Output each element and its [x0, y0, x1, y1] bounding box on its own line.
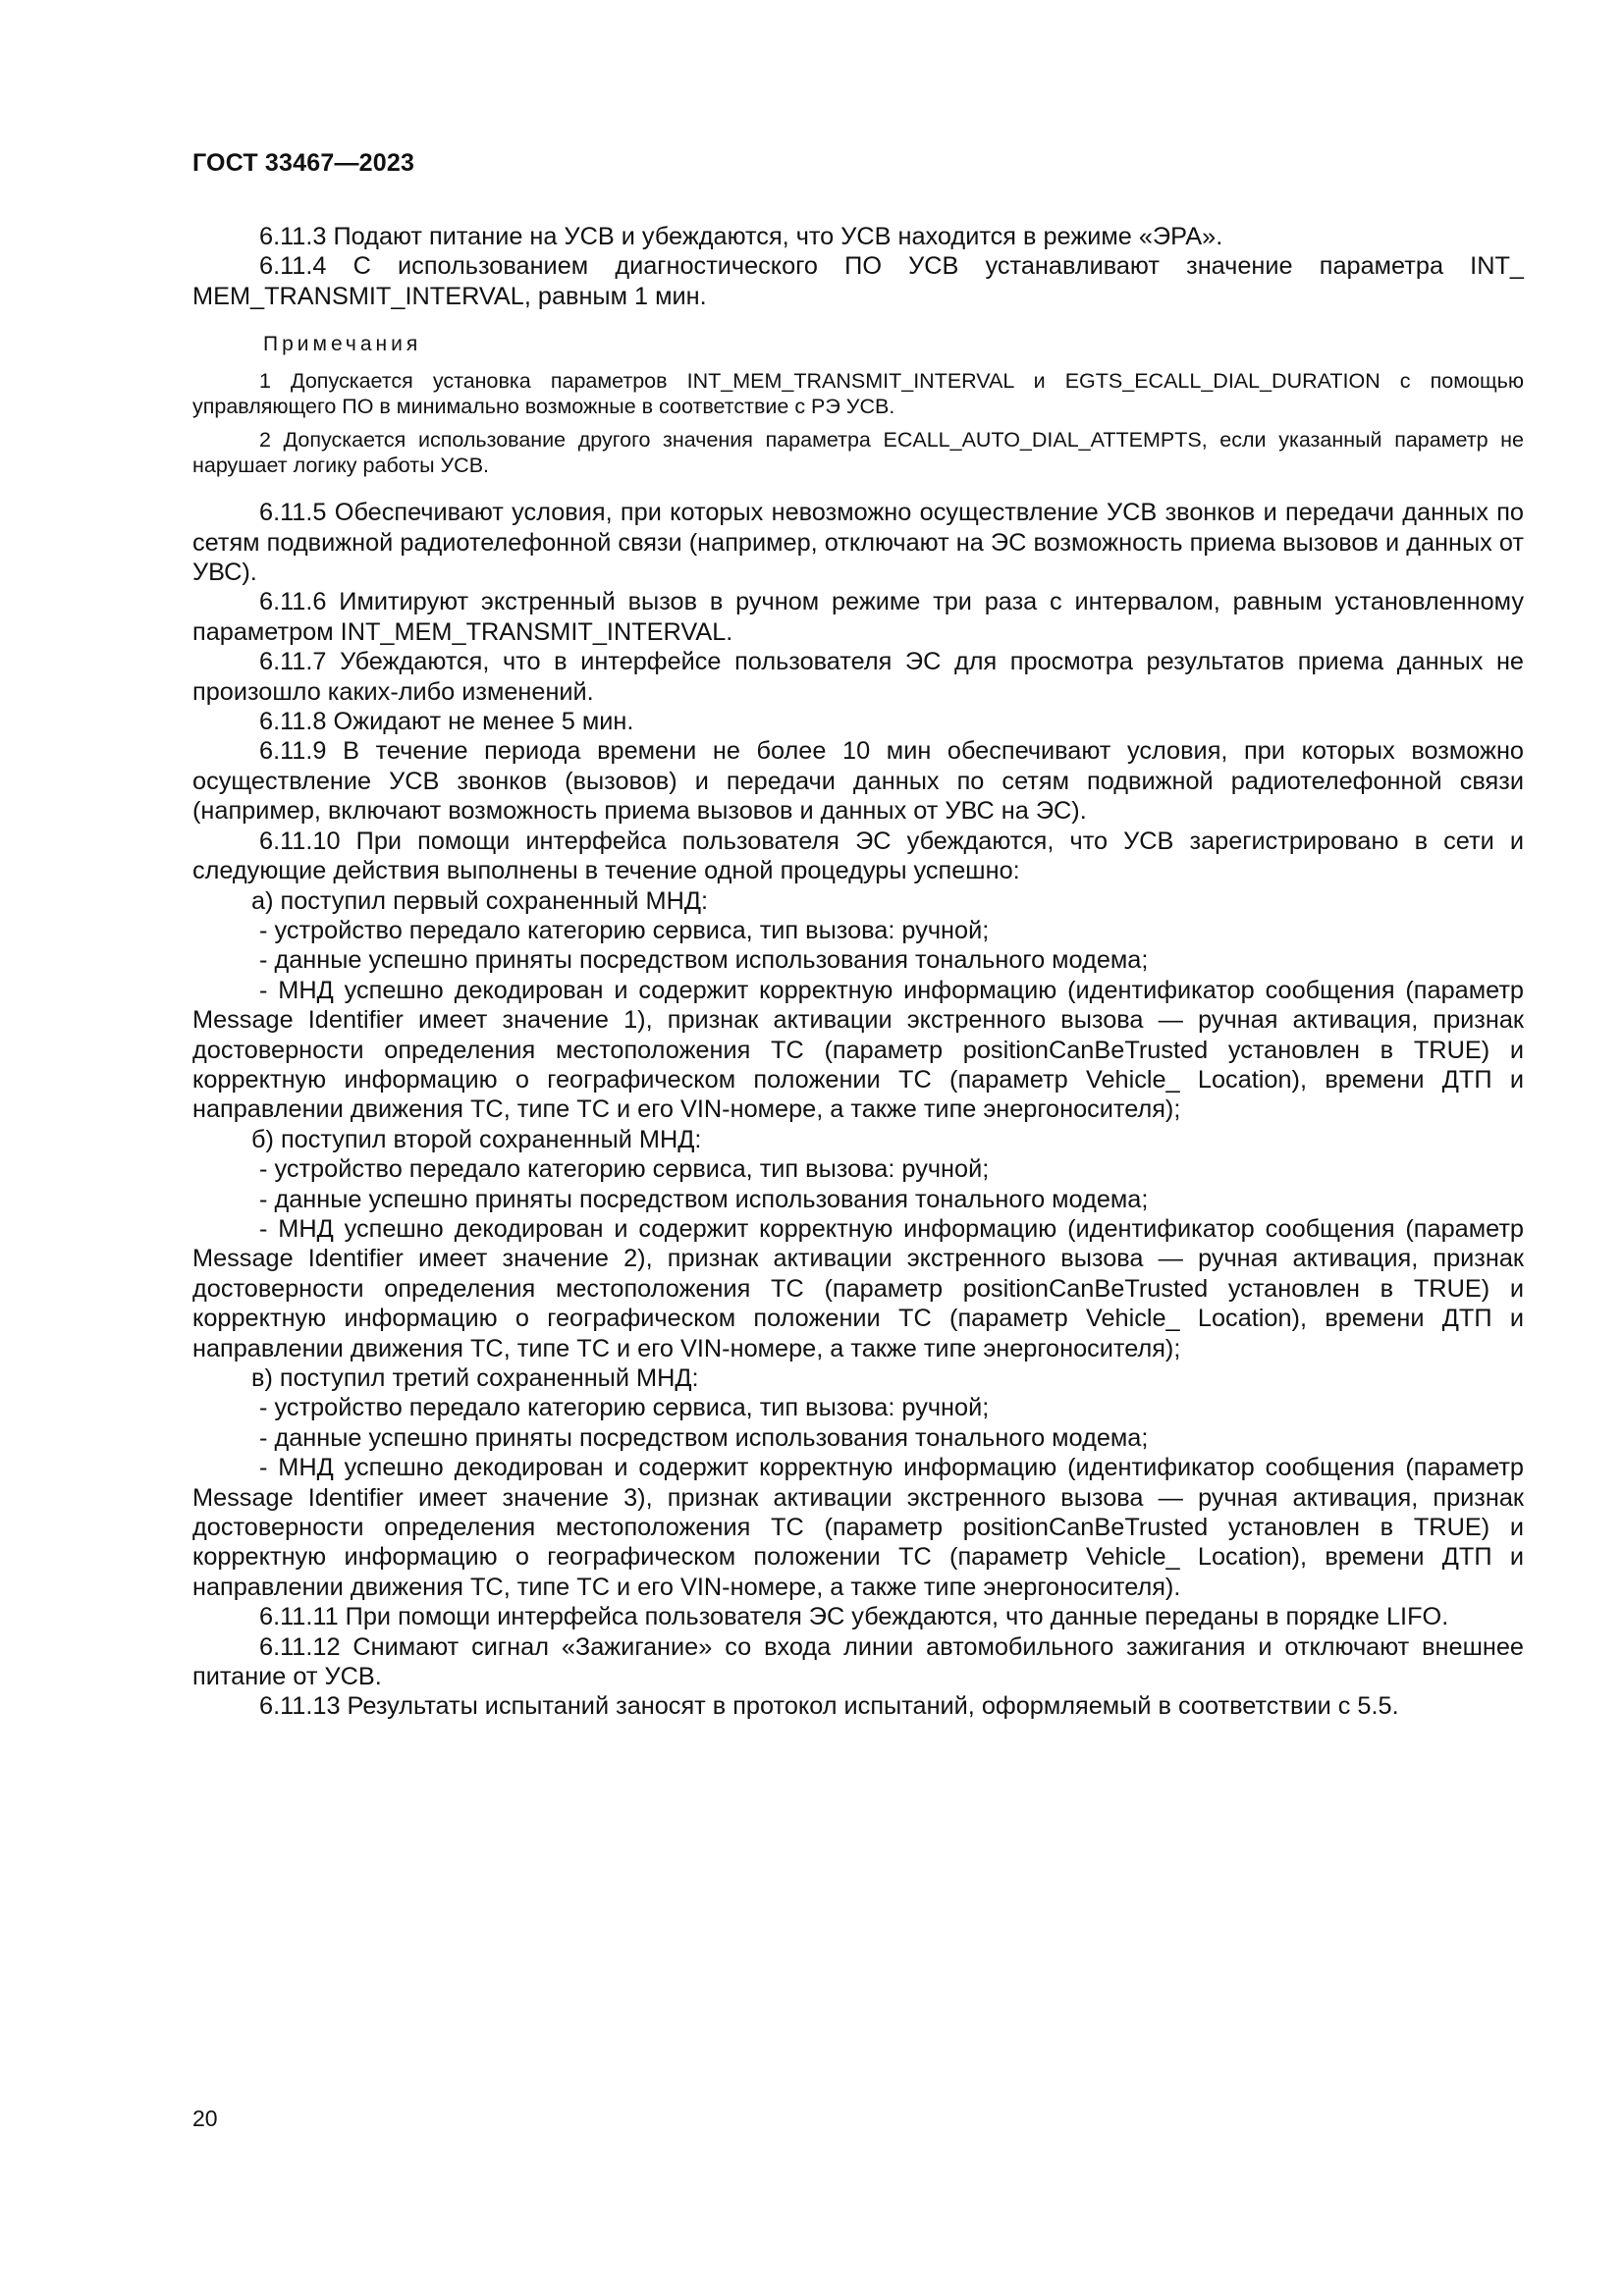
list-item-b-1: - устройство передало категорию сервиса, тип вызова: ручной;	[259, 1155, 990, 1184]
list-item-b-2: - данные успешно приняты посредством использования тонального модема;	[259, 1185, 1149, 1213]
paragraph-6-11-6: 6.11.6 Имитируют экстренный вызов в ручном режиме три раза с интервалом, равным установленному параметром INT_MEM_TRANSMIT_INTERVAL.	[192, 588, 1524, 646]
paragraph-6-11-7: 6.11.7 Убеждаются, что в интерфейсе пользователя ЭС для просмотра результатов приема данных не произошло каких-либо изменений.	[192, 648, 1524, 706]
document-code-header: ГОСТ 33467—2023	[192, 149, 415, 177]
paragraph-6-11-3: 6.11.3 Подают питание на УСВ и убеждаются, что УСВ находится в режиме «ЭРА».	[259, 223, 1223, 250]
list-item-c-3: - МНД успешно декодирован и содержит корректную информацию (идентификатор сообщения (параметр Message Identifier имеет значение 3), признак активации экстренного вызова — ручная активация, признак достоверности определения местоположения ТС (параметр positionCanBeTrusted установлен в TRUE) и корректную информацию о географическом положении ТС (параметр Vehicle_ Location), времени ДТП и направлении движения ТС, типе ТС и его VIN-номере, а также типе энергоносителя).	[192, 1454, 1524, 1601]
paragraph-6-11-12: 6.11.12 Снимают сигнал «Зажигание» со входа линии автомобильного зажигания и отключают внешнее питание от УСВ.	[192, 1632, 1524, 1691]
list-item-c-1: - устройство передало категорию сервиса, тип вызова: ручной;	[259, 1394, 990, 1422]
note-1: 1 Допускается установка параметров INT_MEM_TRANSMIT_INTERVAL и EGTS_ECALL_DIAL_DURATION с помощью управляющего ПО в минимально возможные в соответствие с РЭ УСВ.	[192, 369, 1524, 419]
list-item-a-title: а) поступил первый сохраненный МНД:	[251, 886, 709, 915]
paragraph-6-11-5: 6.11.5 Обеспечивают условия, при которых невозможно осуществление УСВ звонков и передачи данных по сетям подвижной радиотелефонной связи (например, отключают на ЭС возможность приема вызовов и данных от УВС).	[192, 499, 1524, 587]
list-item-a-1: - устройство передало категорию сервиса, тип вызова: ручной;	[259, 916, 990, 944]
page-number: 20	[192, 2106, 218, 2131]
notes-heading: Примечания	[263, 333, 422, 356]
document-body	[192, 222, 1524, 1722]
list-item-c-title: в) поступил третий сохраненный МНД:	[251, 1364, 699, 1392]
list-item-c-2: - данные успешно приняты посредством использования тонального модема;	[259, 1423, 1149, 1452]
paragraph-6-11-10: 6.11.10 При помощи интерфейса пользователя ЭС убеждаются, что УСВ зарегистрировано в сети и следующие действия выполнены в течение одной процедуры успешно:	[192, 827, 1524, 885]
paragraph-6-11-11: 6.11.11 При помощи интерфейса пользователя ЭС убеждаются, что данные переданы в порядке LIFO.	[259, 1603, 1449, 1631]
paragraph-6-11-4: 6.11.4 С использованием диагностического ПО УСВ устанавливают значение параметра INT_ MEM_TRANSMIT_INTERVAL, равным 1 мин.	[192, 252, 1524, 310]
paragraph-6-11-8: 6.11.8 Ожидают не менее 5 мин.	[259, 708, 634, 736]
paragraph-6-11-9: 6.11.9 В течение периода времени не более 10 мин обеспечивают условия, при которых возможно осуществление УСВ звонков (вызовов) и передачи данных по сетям подвижной радиотелефонной связи (например, включают возможность приема вызовов и данных от УВС на ЭС).	[192, 737, 1524, 826]
list-item-b-3: - МНД успешно декодирован и содержит корректную информацию (идентификатор сообщения (параметр Message Identifier имеет значение 2), признак активации экстренного вызова — ручная активация, признак достоверности определения местоположения ТС (параметр positionCanBeTrusted установлен в TRUE) и корректную информацию о географическом положении ТС (параметр Vehicle_ Location), времени ДТП и направлении движения ТС, типе ТС и его VIN-номере, а также типе энергоносителя);	[192, 1214, 1524, 1362]
list-item-a-3: - МНД успешно декодирован и содержит корректную информацию (идентификатор сообщения (параметр Message Identifier имеет значение 1), признак активации экстренного вызова — ручная активация, признак достоверности определения местоположения ТС (параметр positionCanBeTrusted установлен в TRUE) и корректную информацию о географическом положении ТС (параметр Vehicle_ Location), времени ДТП и направлении движения ТС, типе ТС и его VIN-номере, а также типе энергоносителя);	[192, 976, 1524, 1124]
note-2: 2 Допускается использование другого значения параметра ECALL_AUTO_DIAL_ATTEMPTS, если указанный параметр не нарушает логику работы УСВ.	[192, 428, 1524, 478]
paragraph-6-11-13: 6.11.13 Результаты испытаний заносят в протокол испытаний, оформляемый в соответствии с 5.5.	[259, 1692, 1399, 1721]
list-item-a-2: - данные успешно приняты посредством использования тонального модема;	[259, 946, 1149, 975]
list-item-b-title: б) поступил второй сохраненный МНД:	[251, 1125, 702, 1153]
